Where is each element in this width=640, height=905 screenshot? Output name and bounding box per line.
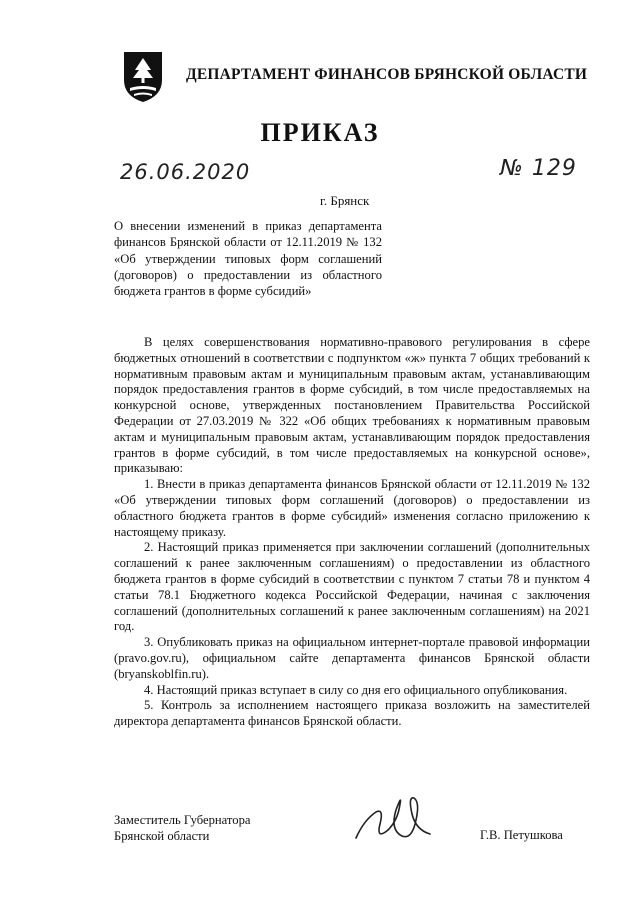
order-item-3: 3. Опубликовать приказ на официальном интернет-портале правовой информации (pravo.gov.ru), официальном сайте департамента финансов Брянской области (bryanskoblfin.ru). [114,635,590,681]
signatory-position-line2: Брянской области [114,829,210,843]
order-item-4: 4. Настоящий приказ вступает в силу со дня его официального опубликования. [144,682,568,697]
order-item-2: 2. Настоящий приказ применяется при заключении соглашений (дополнительных соглашений к ранее заключенным соглашениям) о предоставлении из областного бюджета грантов в форме субсидий в соответствии с пунктом 7 статьи 78 и пунктом 4 статьи 78.1 Бюджетного кодекса Российской Федерации, начиная с заключения соглашений (дополнительных соглашений к ранее заключенным соглашениям) на 2021 год. [114,540,590,634]
order-item-5: 5. Контроль за исполнением настоящего приказа возложить на заместителей директора департамента финансов Брянской области. [114,698,590,729]
document-body [114,335,590,730]
department-name: ДЕПАРТАМЕНТ ФИНАНСОВ БРЯНСКОЙ ОБЛАСТИ [186,66,588,83]
signatory-position [114,812,250,844]
order-item-1: 1. Внести в приказ департамента финансов Брянской области от 12.11.2019 № 132 «Об утверждении типовых форм соглашений (договоров) о предоставлении из областного бюджета грантов в форме субсидий» изменения согласно приложению к настоящему приказу. [114,477,590,539]
document-subject: О внесении изменений в приказ департамента финансов Брянской области от 12.11.2019 № 132 «Об утверждении типовых форм соглашений (договоров) о предоставлении из областного бюджета грантов в форме субсидий» [114,219,382,299]
signatory-name: Г.В. Петушкова [480,828,563,842]
handwritten-signature-icon [350,790,440,850]
document-city: г. Брянск [320,193,370,208]
document-date: 26.06.2020 [120,160,251,184]
signatory-position-line1: Заместитель Губернатора [114,813,251,827]
preamble-paragraph: В целях совершенствования нормативно-правового регулирования в сфере бюджетных отношений в соответствии с подпунктом «ж» пункта 7 общих требований к нормативным правовым актам и муниципальным правовым актам, устанавливающим порядок предоставления грантов в форме субсидий, в том числе предоставляемых на конкурсной основе, утвержденных постановлением Правительства Российской Федерации от 27.03.2019 № 322 «Об общих требованиях к нормативным правовым актам и муниципальным правовым актам, устанавливающим порядок предоставления грантов в форме субсидий, в том числе предоставляемых на конкурсной основе», приказываю: [114,335,590,476]
document-title: ПРИКАЗ [260,118,380,147]
coat-of-arms-icon [122,50,164,104]
document-number: № 129 [500,156,577,181]
